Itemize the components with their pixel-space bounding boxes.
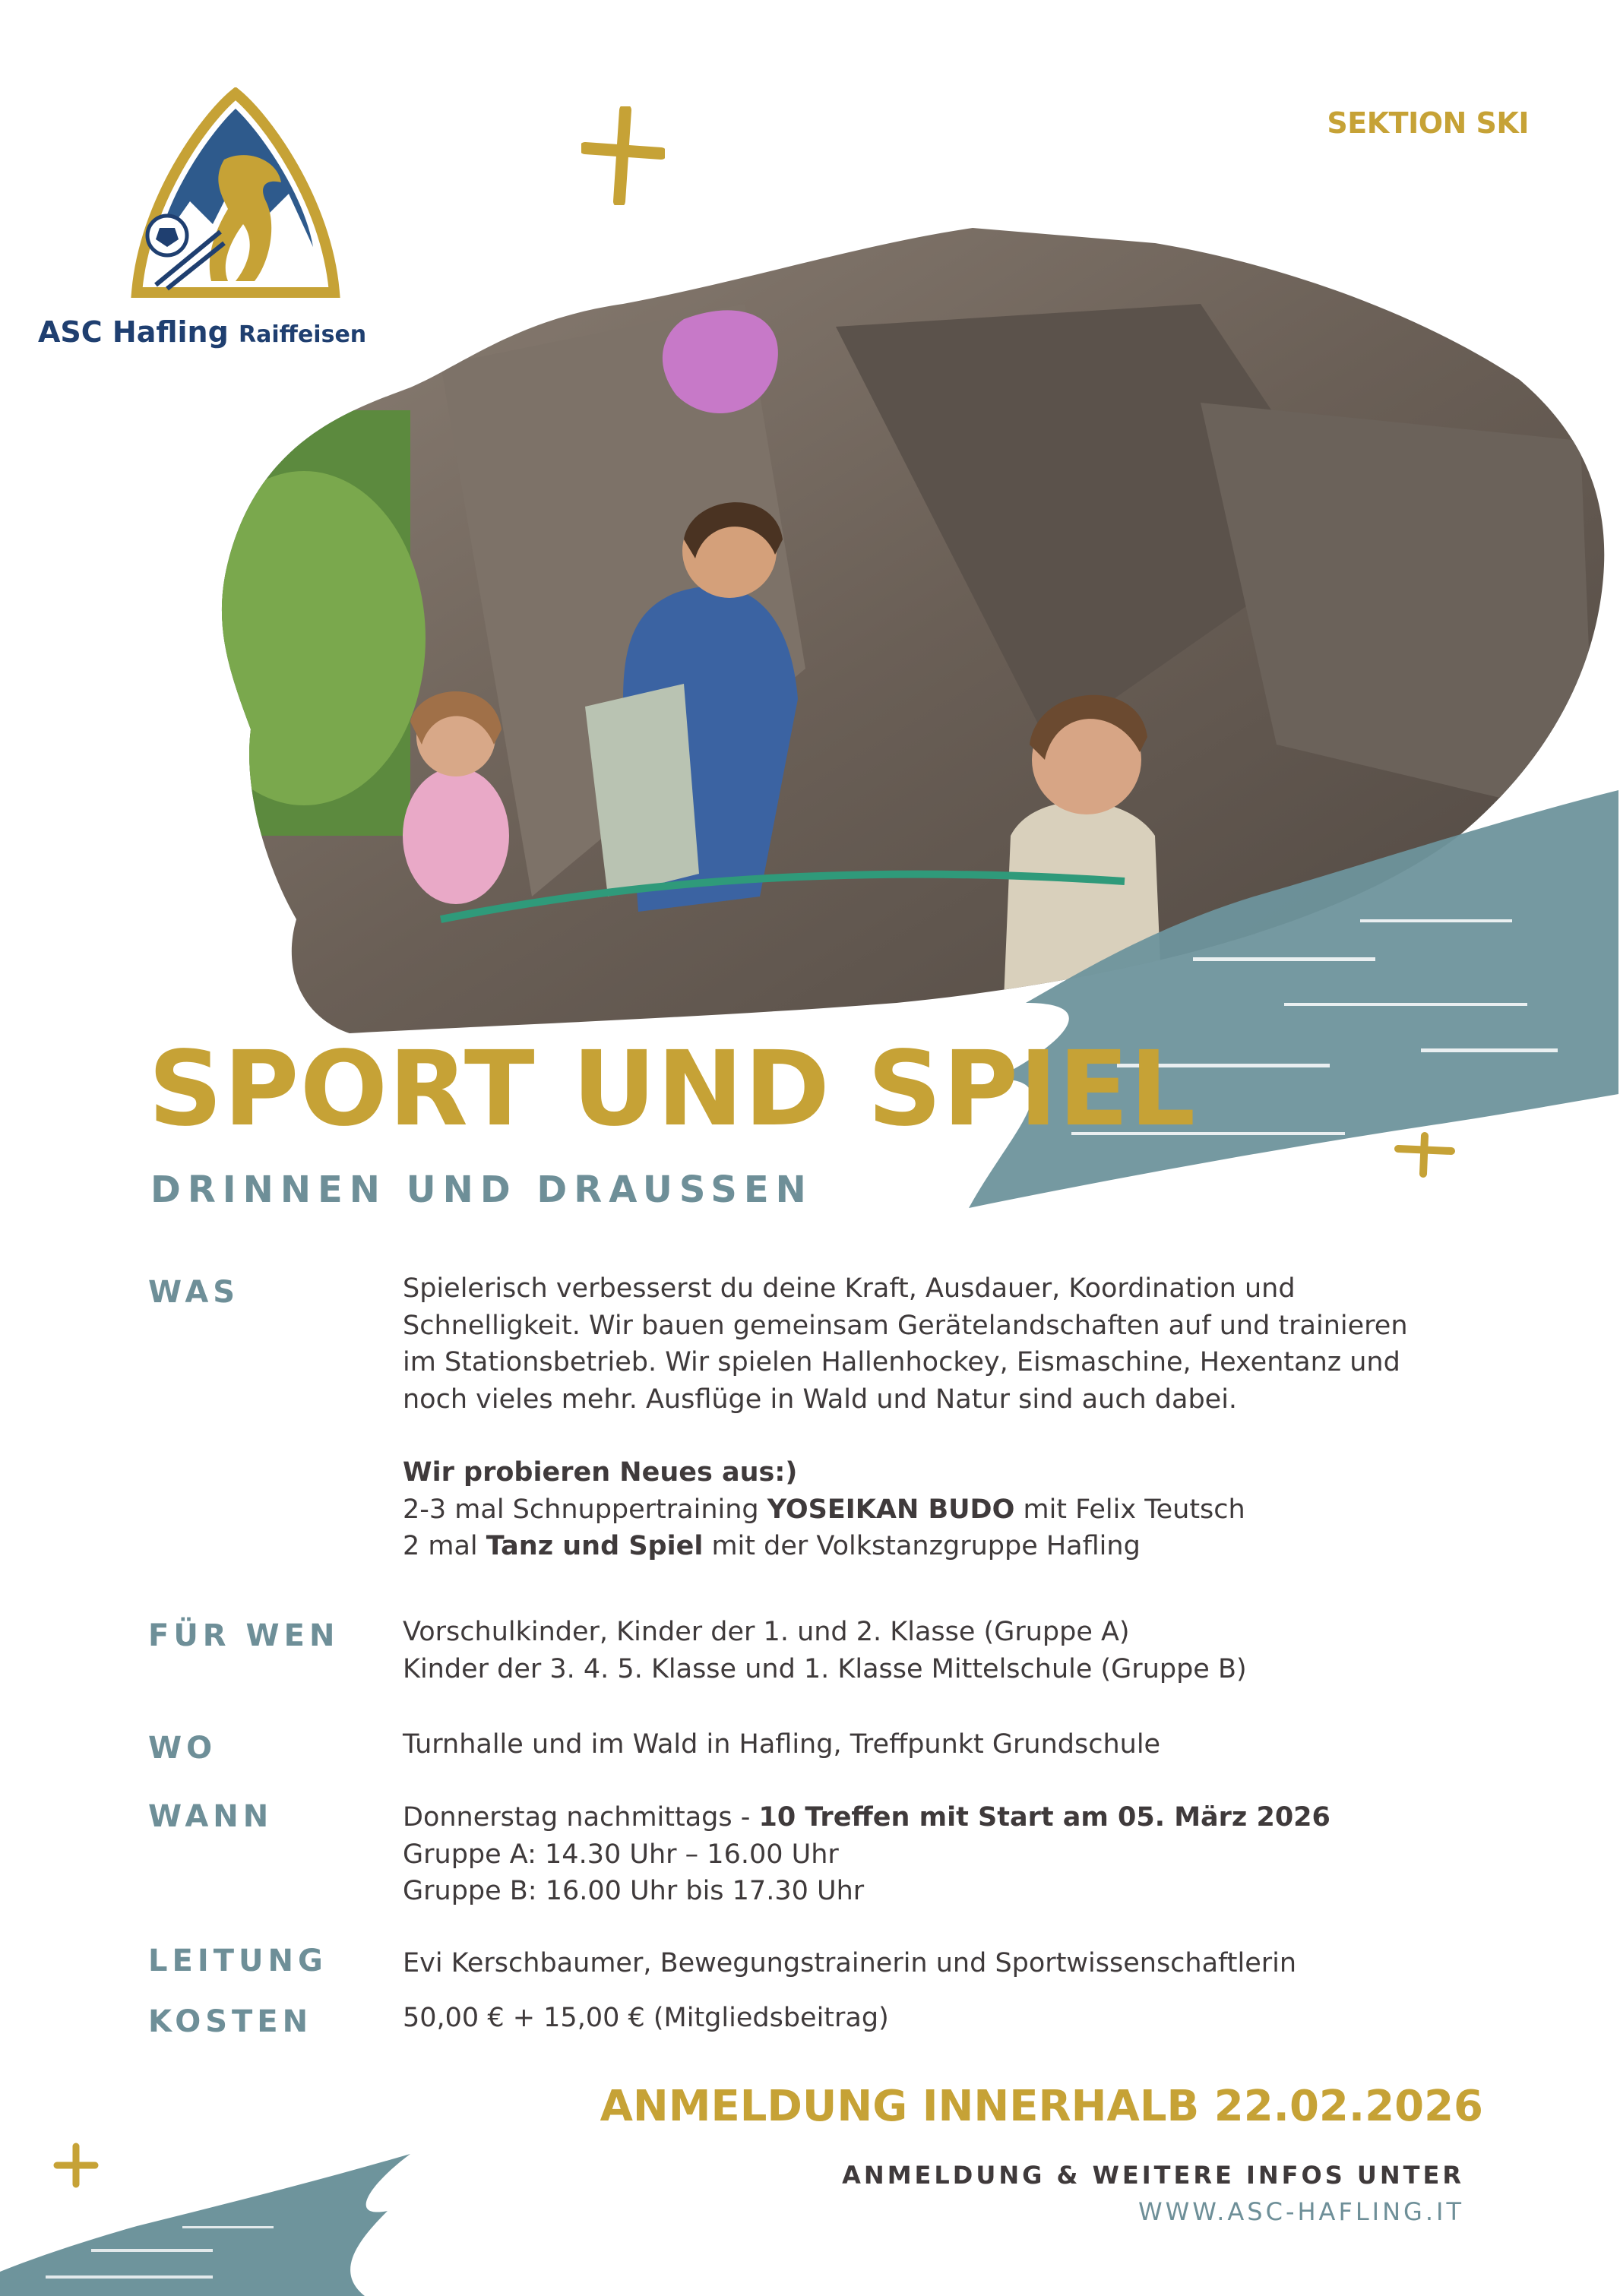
cross-decoration-icon: [581, 106, 665, 205]
wann-text: [403, 1799, 1330, 1910]
was-line: noch vieles mehr. Ausflüge in Wald und Natur sind auch dabei.: [403, 1384, 1238, 1415]
page-title: SPORT UND SPIEL: [148, 1029, 1197, 1150]
wann-group-b: Gruppe B: 16.00 Uhr bis 17.30 Uhr: [403, 1876, 865, 1906]
wann-line: Donnerstag nachmittags - 10 Treffen mit Start am 05. März 2026: [403, 1802, 1330, 1833]
wo-text: Turnhalle und im Wald in Hafling, Treffpunkt Grundschule: [403, 1729, 1161, 1760]
new-activities-heading: Wir probieren Neues aus:): [403, 1457, 798, 1488]
registration-info: ANMELDUNG & WEITERE INFOS UNTER: [842, 2161, 1464, 2190]
leitung-text: Evi Kerschbaumer, Bewegungstrainerin und Sportwissenschaftlerin: [403, 1948, 1297, 1978]
club-sponsor: Raiffeisen: [239, 321, 367, 348]
was-line: Schnelligkeit. Wir bauen gemeinsam Gerätelandschaften auf und trainieren: [403, 1310, 1408, 1341]
label-kosten: KOSTEN: [148, 2004, 313, 2039]
was-new-activities: [403, 1454, 1245, 1565]
page-subtitle: DRINNEN UND DRAUSSEN: [150, 1169, 813, 1211]
fuer-wen-line: Kinder der 3. 4. 5. Klasse und 1. Klasse Mittelschule (Gruppe B): [403, 1653, 1247, 1684]
website-link[interactable]: WWW.ASC-HAFLING.IT: [1137, 2197, 1464, 2226]
club-name-text: ASC Hafling: [38, 315, 229, 349]
was-line: im Stationsbetrieb. Wir spielen Hallenhockey, Eismaschine, Hexentanz und: [403, 1347, 1400, 1377]
budo-line: 2-3 mal Schnuppertraining YOSEIKAN BUDO mit Felix Teutsch: [403, 1494, 1245, 1525]
label-fuer-wen: FÜR WEN: [148, 1618, 340, 1653]
label-wo: WO: [148, 1731, 217, 1766]
section-label: SEKTION SKI: [1327, 106, 1529, 140]
kosten-text: 50,00 € + 15,00 € (Mitgliedsbeitrag): [403, 2003, 889, 2033]
was-line: Spielerisch verbesserst du deine Kraft, Ausdauer, Koordination und: [403, 1273, 1296, 1304]
label-wann: WANN: [148, 1799, 274, 1834]
brush-stroke-decoration: [965, 775, 1620, 1231]
fuer-wen-line: Vorschulkinder, Kinder der 1. und 2. Klasse (Gruppe A): [403, 1617, 1130, 1647]
fuer-wen-text: [403, 1614, 1247, 1687]
brush-stroke-decoration: [0, 2150, 426, 2296]
registration-deadline: ANMELDUNG INNERHALB 22.02.2026: [600, 2082, 1483, 2131]
label-was: WAS: [148, 1275, 240, 1310]
label-leitung: LEITUNG: [148, 1943, 327, 1978]
wann-group-a: Gruppe A: 14.30 Uhr – 16.00 Uhr: [403, 1839, 839, 1870]
was-description: [403, 1270, 1408, 1418]
tanz-line: 2 mal Tanz und Spiel mit der Volkstanzgruppe Hafling: [403, 1531, 1141, 1561]
